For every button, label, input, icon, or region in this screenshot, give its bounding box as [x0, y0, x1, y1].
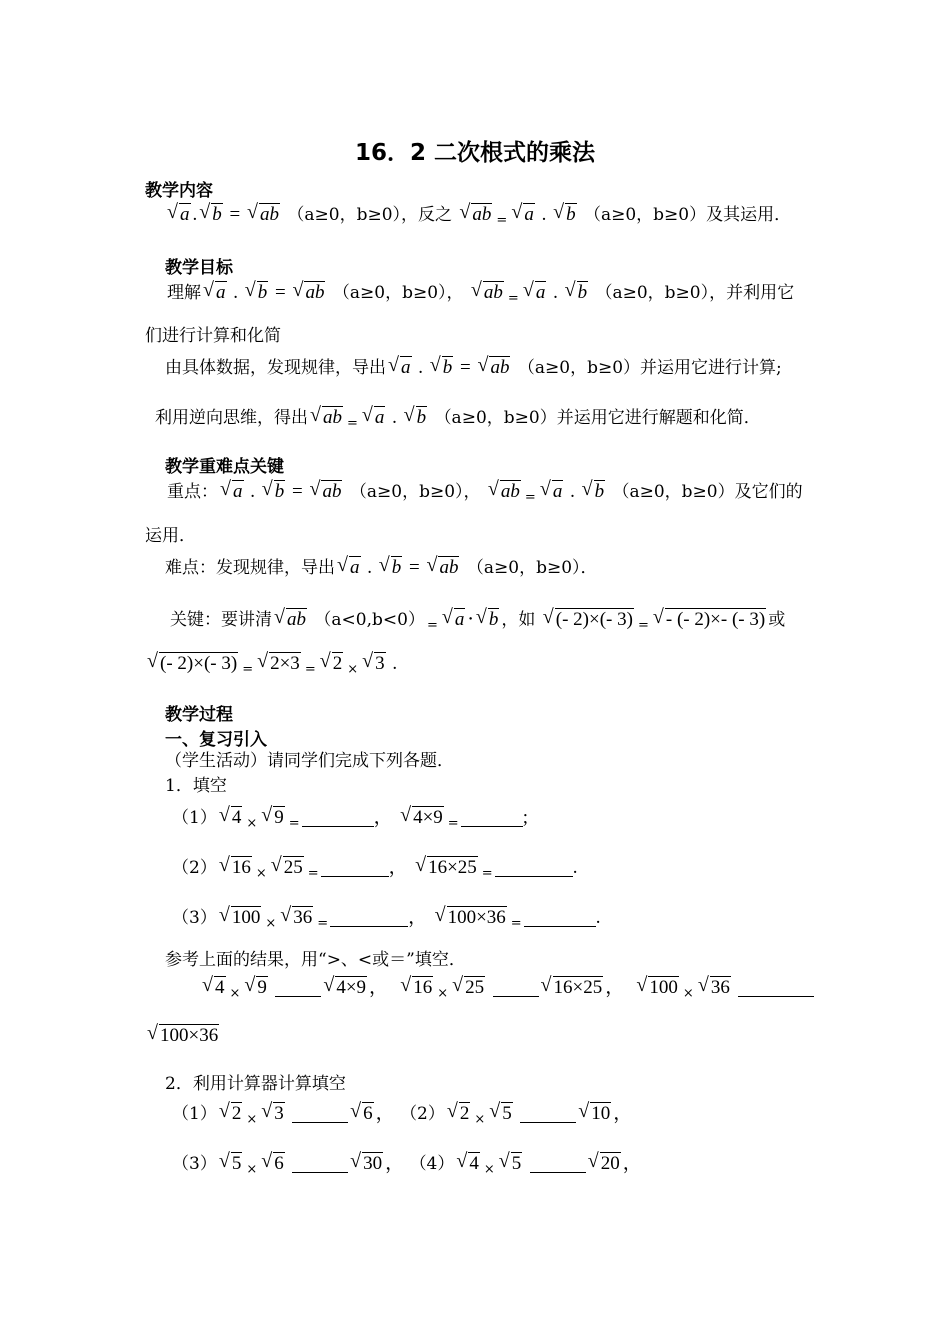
- key2-condition: （a≥0，b≥0）．: [466, 558, 598, 578]
- key3-prefix: 关键：要讲清: [170, 610, 272, 630]
- key1-condition-2: （a≥0，b≥0）及它们的: [612, 482, 803, 502]
- q2-1-label: （1）: [172, 1104, 217, 1124]
- compare-line-cont: √ 100×36: [145, 1024, 221, 1048]
- key-line-3-cont: √ (- 2)×(- 3) $_=$√ 2×3 $_=$√ 2 $_\times$√ 3 .: [145, 652, 397, 682]
- compare-instruction: 参考上面的结果，用“>、<或＝”填空．: [165, 950, 466, 970]
- q2-row-1: （1）√ 2 $_\times$√ 3 √ 6 ， （2）√ 2 $_\times$√ 5 √ 10 ，: [172, 1102, 632, 1132]
- answer-blank[interactable]: [275, 980, 321, 997]
- key-line-1-cont: 运用．: [145, 526, 196, 546]
- answer-blank[interactable]: [530, 1156, 586, 1173]
- question-1-title: 1．填空: [165, 776, 227, 796]
- key-line-3: 关键：要讲清√ ab （a<0,b<0） $_=$√ a ⋅√ b ，如 √ (- 2)×(- 3) $_=$√ - (- 2)×- (- 3) 或: [170, 608, 785, 638]
- answer-blank[interactable]: [302, 810, 374, 827]
- q2-row-2: （3）√ 5 $_\times$√ 6 √ 30 ， （4）√ 4 $_\times$√ 5 √ 20 ，: [172, 1152, 642, 1182]
- q1-item-1: （1）√ 4 $_\times$√ 9 $_=$ ， √ 4×9 $_=$ ;: [172, 806, 528, 836]
- section-teaching-goals: 教学目标: [165, 258, 233, 278]
- q1-item-2: （2）√ 16 $_\times$√ 25 $_=$ ， √ 16×25 $_=$ .: [172, 856, 577, 886]
- goal2-prefix: 由具体数据，发现规律，导出: [165, 358, 386, 378]
- answer-blank[interactable]: [292, 1106, 348, 1123]
- q1-item-3: （3）√ 100 $_\times$√ 36 $_=$ ， √ 100×36 $_=$ .: [172, 906, 600, 936]
- q1-3-label: （3）: [172, 908, 217, 928]
- goal-line-2: 由具体数据，发现规律，导出√ a . √ b = √ ab （a≥0，b≥0）并运用它进行计算;: [165, 356, 782, 380]
- goal1-prefix: 理解: [167, 283, 201, 303]
- q2-2-label: （2）: [400, 1104, 445, 1124]
- compare-line: √ 4 $_\times$√ 9 √ 4×9 ， √ 16 $_\times$√ 25 √ 16×25 ， √ 100 $_\times$√ 36: [200, 976, 814, 1006]
- section-key-points: 教学重难点关键: [165, 457, 284, 477]
- q1-1-label: （1）: [172, 808, 217, 828]
- subsection-review: 一、复习引入: [165, 730, 267, 750]
- key1-prefix: 重点：: [167, 482, 218, 502]
- answer-blank[interactable]: [321, 860, 389, 877]
- key2-prefix: 难点：发现规律，导出: [165, 558, 335, 578]
- section-teaching-process: 教学过程: [165, 705, 233, 725]
- goal2-condition: （a≥0，b≥0）并运用它进行计算;: [517, 358, 782, 378]
- goal-line-1-cont: 们进行计算和化简: [145, 326, 281, 346]
- q1-2-label: （2）: [172, 858, 217, 878]
- answer-blank[interactable]: [524, 910, 596, 927]
- answer-blank[interactable]: [330, 910, 408, 927]
- goal-line-1: 理解√ a . √ b = √ ab （a≥0，b≥0）， √ ab $_=$√ a . √ b （a≥0，b≥0），并利用它: [167, 281, 794, 311]
- goal1-condition-1: （a≥0，b≥0），: [332, 283, 464, 303]
- key3-or: 或: [768, 610, 786, 630]
- goal3-condition: （a≥0，b≥0）并运用它进行解题和化简．: [434, 408, 761, 428]
- answer-blank[interactable]: [495, 860, 573, 877]
- student-activity: （学生活动）请同学们完成下列各题．: [165, 751, 454, 771]
- section-teaching-content: 教学内容: [145, 181, 213, 201]
- content-condition-1: （a≥0，b≥0），反之: [287, 205, 453, 225]
- answer-blank[interactable]: [493, 980, 539, 997]
- answer-blank[interactable]: [461, 810, 523, 827]
- key3-mid: ，如: [501, 610, 536, 630]
- content-condition-2: （a≥0，b≥0）及其运用．: [583, 205, 792, 225]
- content-line: √ a .√ b = √ ab （a≥0，b≥0），反之 √ ab $_=$√ a . √ b （a≥0，b≥0）及其运用．: [165, 203, 791, 233]
- question-2-title: 2．利用计算器计算填空: [165, 1074, 346, 1094]
- goal-line-3: 利用逆向思维，得出√ ab $_=$√ a . √ b （a≥0，b≥0）并运用它进行解题和化简．: [155, 406, 761, 436]
- page-title: 16．2 二次根式的乘法: [354, 140, 596, 166]
- answer-blank[interactable]: [738, 980, 814, 997]
- key1-condition-1: （a≥0，b≥0），: [349, 482, 481, 502]
- key3-condition: （a<0,b<0）: [314, 610, 425, 630]
- goal3-prefix: 利用逆向思维，得出: [155, 408, 308, 428]
- answer-blank[interactable]: [520, 1106, 576, 1123]
- goal1-condition-2: （a≥0，b≥0），并利用它: [595, 283, 795, 303]
- q2-3-label: （3）: [172, 1154, 217, 1174]
- q2-4-label: （4）: [409, 1154, 455, 1174]
- key-line-1: 重点：√ a . √ b = √ ab （a≥0，b≥0）， √ ab $_=$√ a . √ b （a≥0，b≥0）及它们的: [167, 480, 803, 510]
- key-line-2: 难点：发现规律，导出√ a . √ b = √ ab （a≥0，b≥0）．: [165, 556, 598, 580]
- answer-blank[interactable]: [292, 1156, 348, 1173]
